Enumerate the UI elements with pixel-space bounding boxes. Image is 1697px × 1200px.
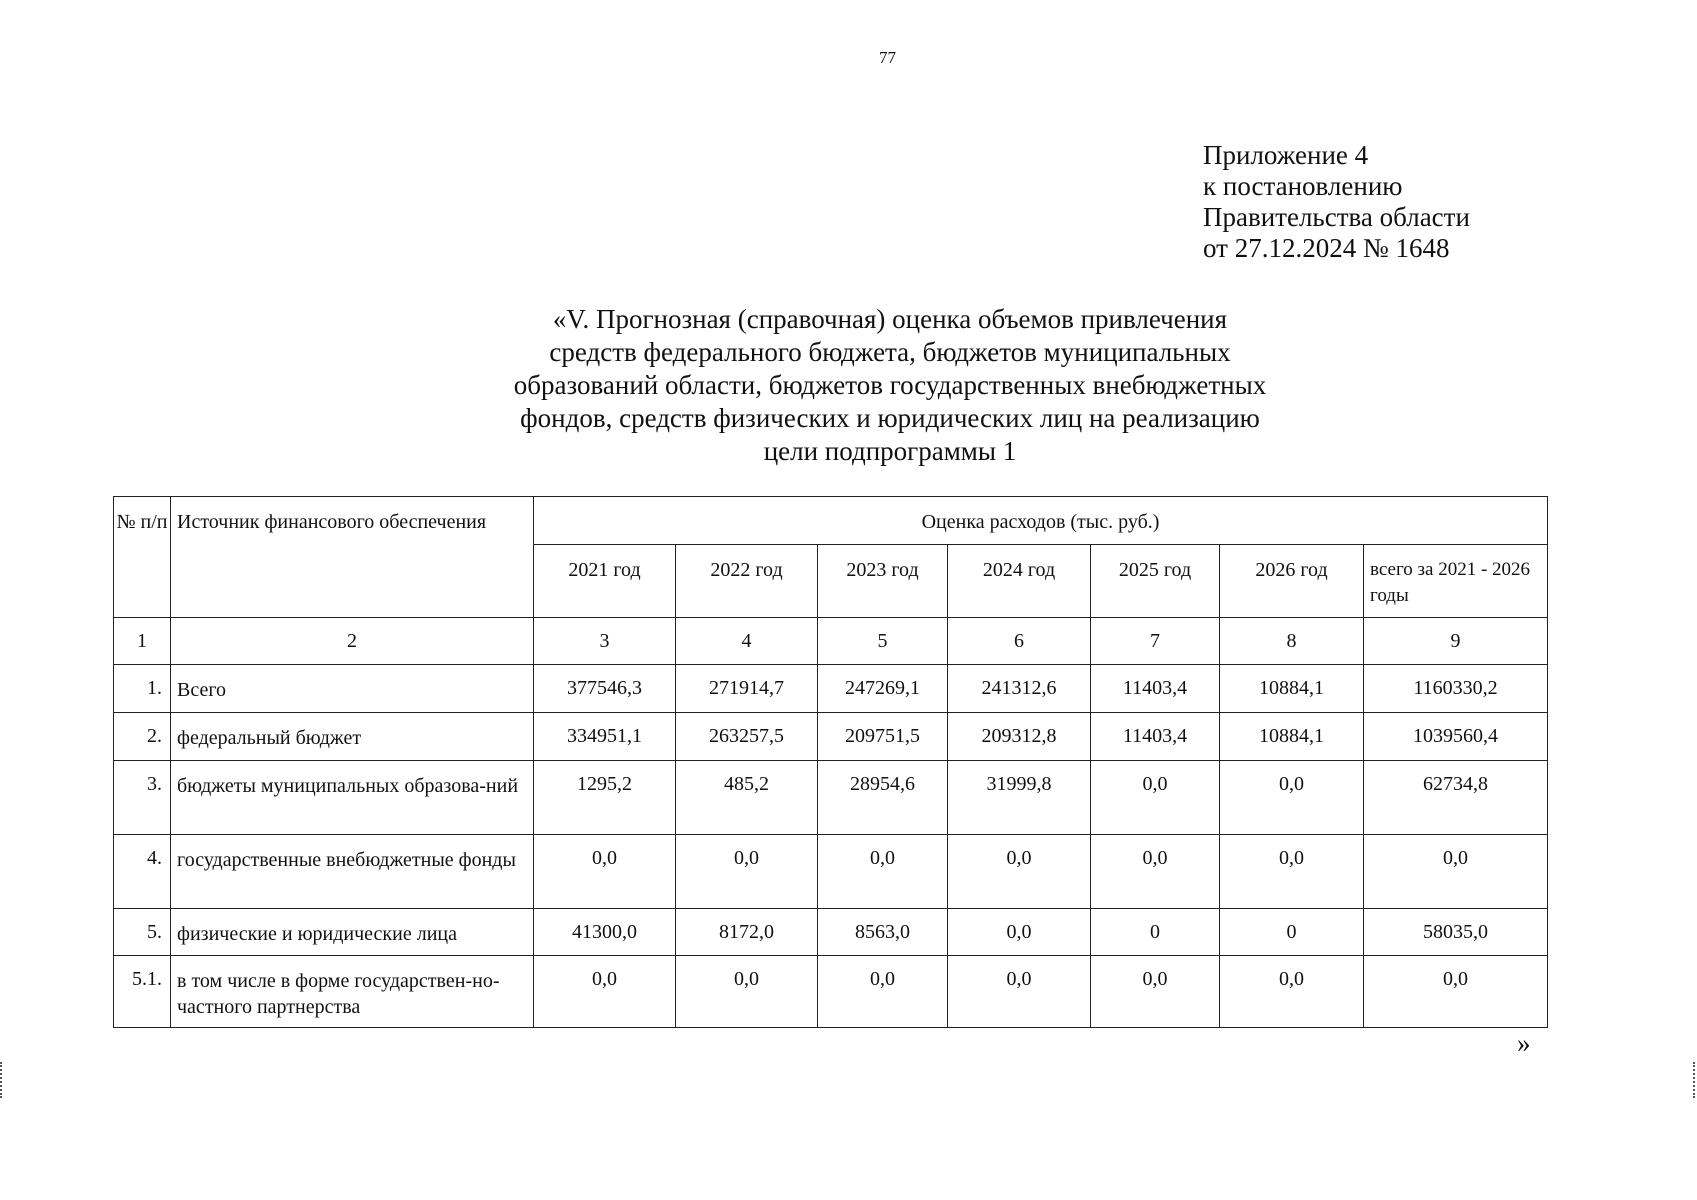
row-value: 10884,1 <box>1220 665 1364 713</box>
row-value: 10884,1 <box>1220 713 1364 761</box>
row-number: 1. <box>114 665 171 713</box>
row-value: 0,0 <box>534 956 676 1028</box>
title-line: цели подпрограммы 1 <box>763 436 1017 466</box>
column-index: 1 <box>114 618 171 665</box>
header-year: 2022 год <box>676 545 818 618</box>
header-number: № п/п <box>114 497 171 618</box>
column-index: 8 <box>1220 618 1364 665</box>
row-total: 0,0 <box>1364 956 1548 1028</box>
header-source: Источник финансового обеспечения <box>171 497 534 618</box>
column-index: 4 <box>676 618 818 665</box>
column-index-row <box>114 618 1548 665</box>
table-row <box>114 761 1548 835</box>
row-value: 0,0 <box>1091 956 1220 1028</box>
scan-edge-marks <box>1693 1062 1697 1098</box>
row-value: 0,0 <box>676 956 818 1028</box>
table-row <box>114 835 1548 909</box>
row-value: 0,0 <box>948 956 1091 1028</box>
table-row <box>114 956 1548 1028</box>
column-index: 2 <box>171 618 534 665</box>
row-value: 0 <box>1091 909 1220 956</box>
header-year: 2025 год <box>1091 545 1220 618</box>
column-index: 5 <box>818 618 948 665</box>
row-value: 0,0 <box>1091 761 1220 835</box>
row-value: 28954,6 <box>818 761 948 835</box>
closing-quote: » <box>1517 1028 1531 1058</box>
row-source: бюджеты муниципальных образова-ний <box>171 761 534 835</box>
row-value: 11403,4 <box>1091 665 1220 713</box>
title-line: образований области, бюджетов государственных внебюджетных <box>513 370 1267 400</box>
row-value: 377546,3 <box>534 665 676 713</box>
header-year: 2026 год <box>1220 545 1364 618</box>
row-total: 1160330,2 <box>1364 665 1548 713</box>
row-value: 263257,5 <box>676 713 818 761</box>
row-value: 0 <box>1220 909 1364 956</box>
row-total: 58035,0 <box>1364 909 1548 956</box>
row-value: 1295,2 <box>534 761 676 835</box>
header-row-top <box>114 497 1548 545</box>
header-year: 2024 год <box>948 545 1091 618</box>
appendix-line: Правительства области <box>1203 202 1470 232</box>
row-value: 209751,5 <box>818 713 948 761</box>
row-value: 0,0 <box>818 956 948 1028</box>
appendix-block <box>1203 140 1470 264</box>
column-index: 9 <box>1364 618 1548 665</box>
table-row <box>114 713 1548 761</box>
row-number: 5. <box>114 909 171 956</box>
row-number: 4. <box>114 835 171 909</box>
row-value: 0,0 <box>1220 761 1364 835</box>
row-value: 485,2 <box>676 761 818 835</box>
title-line: средств федерального бюджета, бюджетов муниципальных <box>549 337 1231 367</box>
row-value: 209312,8 <box>948 713 1091 761</box>
header-year: 2023 год <box>818 545 948 618</box>
row-value: 247269,1 <box>818 665 948 713</box>
row-value: 0,0 <box>1220 835 1364 909</box>
appendix-line: от 27.12.2024 № 1648 <box>1203 233 1450 263</box>
row-value: 241312,6 <box>948 665 1091 713</box>
table-row <box>114 909 1548 956</box>
row-value: 0,0 <box>1091 835 1220 909</box>
scan-edge-marks <box>0 1062 5 1098</box>
row-value: 11403,4 <box>1091 713 1220 761</box>
row-value: 0,0 <box>948 909 1091 956</box>
row-total: 62734,8 <box>1364 761 1548 835</box>
row-total: 0,0 <box>1364 835 1548 909</box>
page-number: 77 <box>879 48 896 67</box>
column-index: 7 <box>1091 618 1220 665</box>
row-source: физические и юридические лица <box>171 909 534 956</box>
row-value: 0,0 <box>948 835 1091 909</box>
row-value: 0,0 <box>1220 956 1364 1028</box>
budget-table <box>113 496 1548 1028</box>
row-total: 1039560,4 <box>1364 713 1548 761</box>
title-line: фондов, средств физических и юридических лиц на реализацию <box>520 403 1260 433</box>
header-total: всего за 2021 - 2026 годы <box>1364 545 1548 618</box>
column-index: 6 <box>948 618 1091 665</box>
row-value: 8172,0 <box>676 909 818 956</box>
row-number: 2. <box>114 713 171 761</box>
header-year: 2021 год <box>534 545 676 618</box>
row-value: 31999,8 <box>948 761 1091 835</box>
row-source: в том числе в форме государствен-но-частного партнерства <box>171 956 534 1028</box>
table-row <box>114 665 1548 713</box>
column-index: 3 <box>534 618 676 665</box>
row-source: федеральный бюджет <box>171 713 534 761</box>
row-value: 8563,0 <box>818 909 948 956</box>
row-value: 334951,1 <box>534 713 676 761</box>
appendix-line: к постановлению <box>1203 171 1403 201</box>
row-value: 0,0 <box>534 835 676 909</box>
row-number: 5.1. <box>114 956 171 1028</box>
title-line: «V. Прогнозная (справочная) оценка объемов привлечения <box>552 304 1228 334</box>
row-value: 41300,0 <box>534 909 676 956</box>
row-source: Всего <box>171 665 534 713</box>
row-source: государственные внебюджетные фонды <box>171 835 534 909</box>
row-value: 0,0 <box>818 835 948 909</box>
row-number: 3. <box>114 761 171 835</box>
document-title <box>390 303 1390 468</box>
appendix-line: Приложение 4 <box>1203 140 1369 170</box>
row-value: 0,0 <box>676 835 818 909</box>
row-value: 271914,7 <box>676 665 818 713</box>
header-expense-estimate: Оценка расходов (тыс. руб.) <box>534 497 1548 545</box>
